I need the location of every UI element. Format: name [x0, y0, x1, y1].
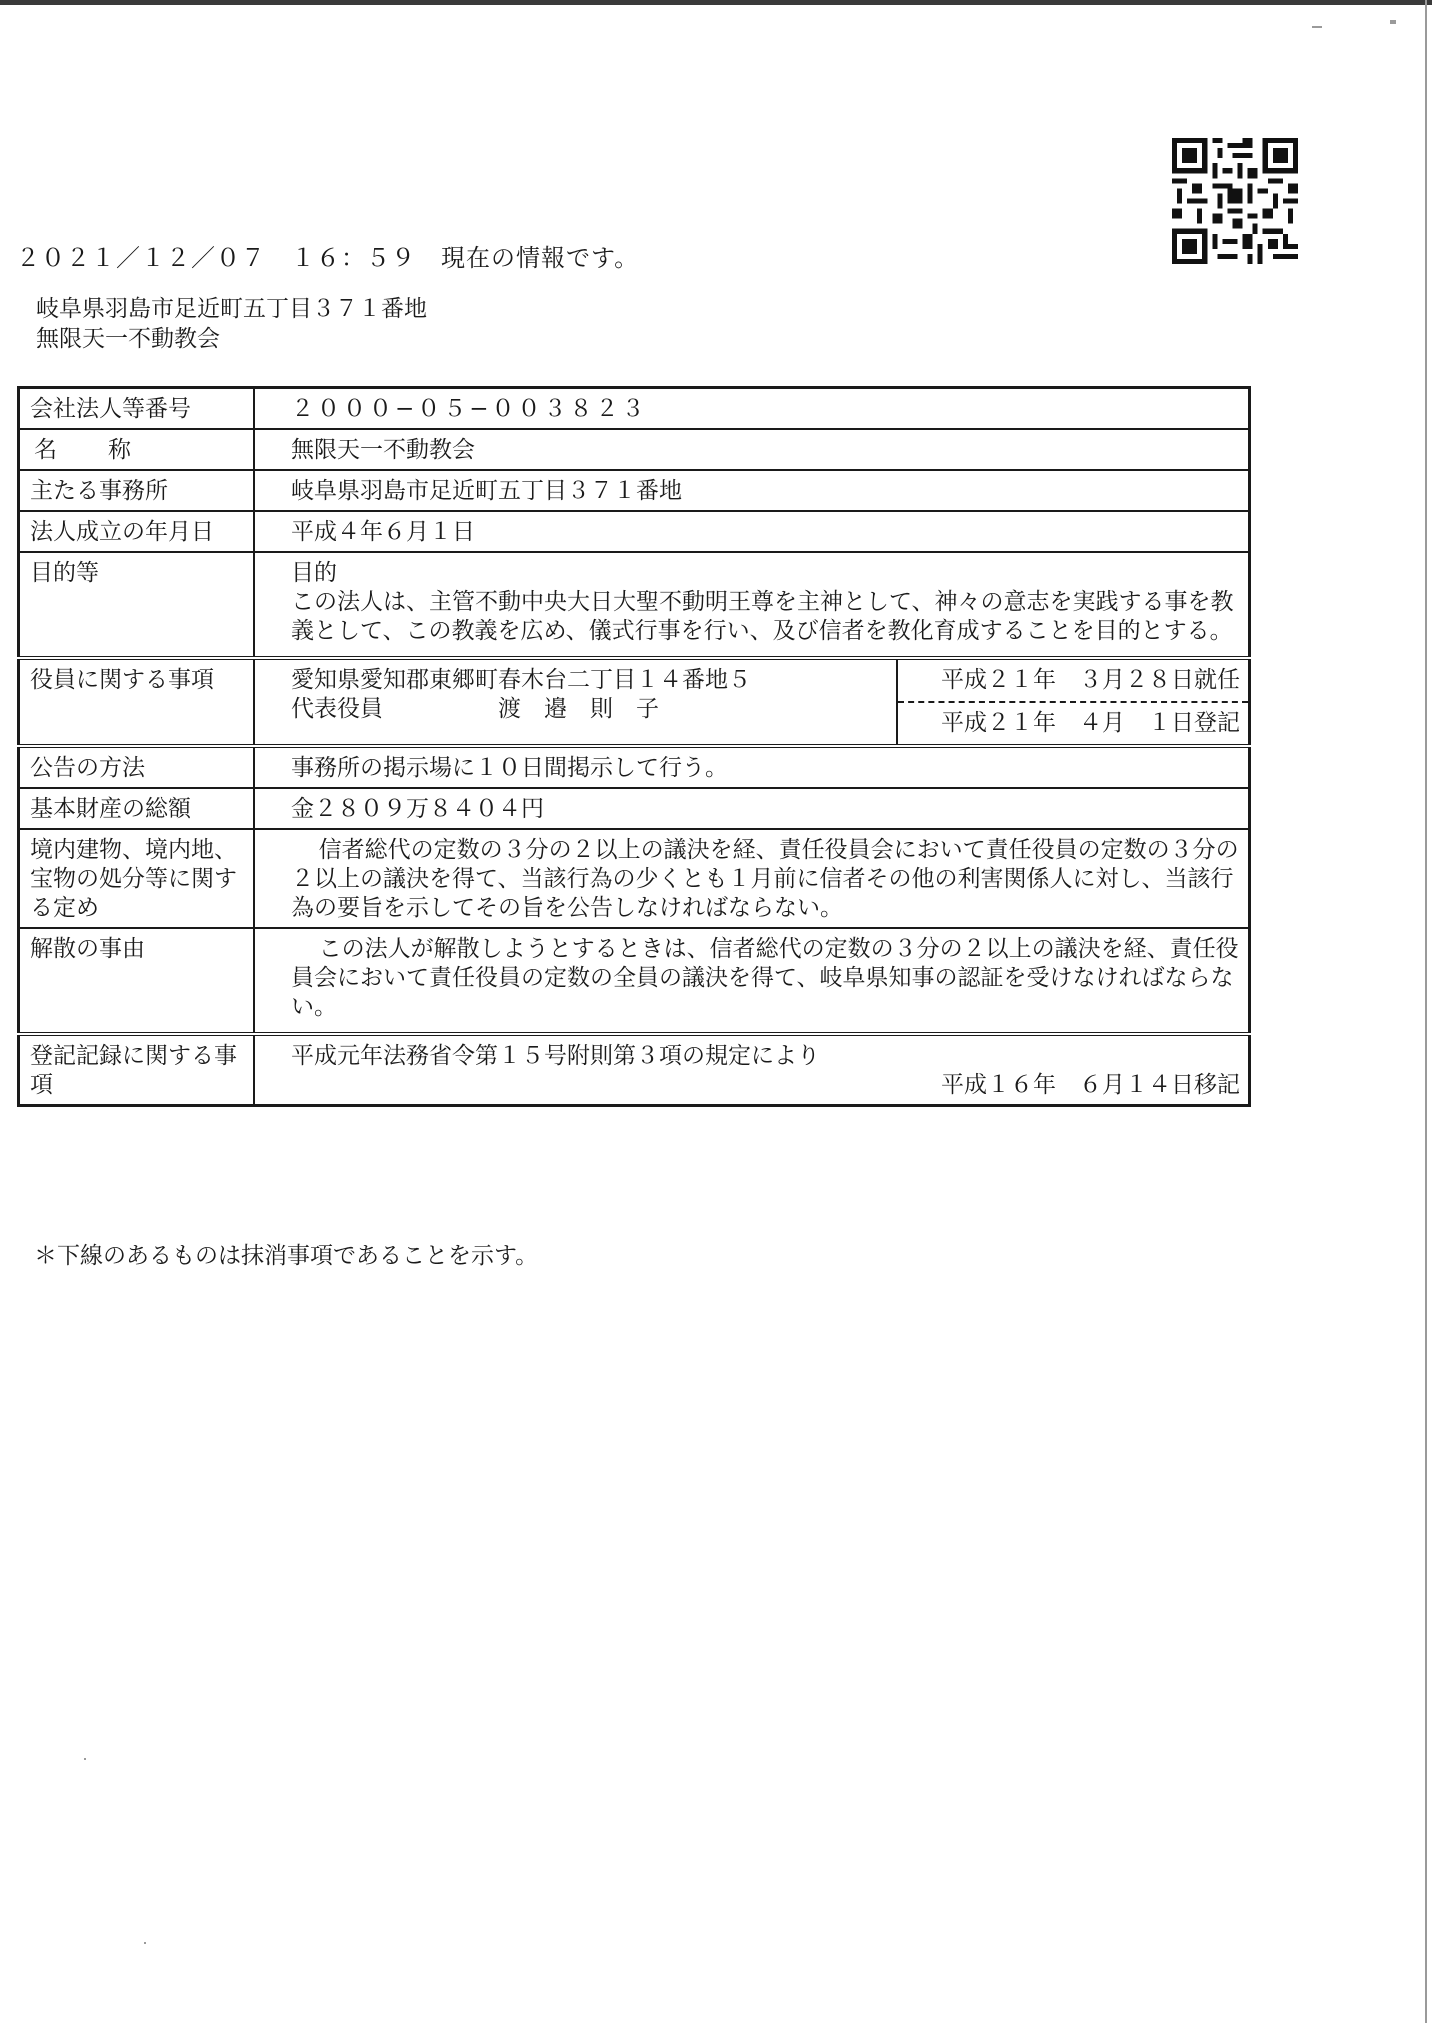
officers-label: 役員に関する事項	[19, 658, 255, 746]
established-label: 法人成立の年月日	[19, 511, 255, 552]
assets-value: 金２８０９万８４０４円	[254, 788, 1250, 829]
scan-speck	[84, 1758, 86, 1760]
row-corp-number	[19, 388, 1250, 430]
qr-code-icon	[1172, 138, 1298, 264]
officers-value	[254, 658, 1250, 746]
notice-label: 公告の方法	[19, 746, 255, 788]
row-office	[19, 470, 1250, 511]
row-purpose	[19, 552, 1250, 658]
purpose-value	[254, 552, 1250, 658]
established-value: 平成４年６月１日	[254, 511, 1250, 552]
header-block	[36, 294, 427, 354]
officer-dates	[896, 660, 1248, 744]
dissolution-value: この法人が解散しようとするときは、信者総代の定数の３分の２以上の議決を経、責任役員会において責任役員の定数の全員の議決を得て、岐阜県知事の認証を受けなければならない。	[254, 928, 1250, 1034]
officer-info	[291, 666, 751, 740]
scan-top-edge	[0, 0, 1432, 5]
records-value	[254, 1034, 1250, 1106]
records-text: 平成元年法務省令第１５号附則第３項の規定により	[291, 1043, 820, 1069]
header-name: 無限天一不動教会	[36, 326, 220, 352]
row-name	[19, 429, 1250, 470]
header-address: 岐阜県羽島市足近町五丁目３７１番地	[36, 296, 427, 322]
scan-right-edge	[1425, 0, 1427, 2023]
officer-appointed-date: 平成２１年 ３月２８日就任	[941, 667, 1240, 693]
disposal-value: 信者総代の定数の３分の２以上の議決を経、責任役員会において責任役員の定数の３分の２以上の議決を得て、当該行為の少くとも１月前に信者その他の利害関係人に対し、当該行為の要旨を示してその旨を公告しなければならない。	[254, 829, 1250, 928]
office-label: 主たる事務所	[19, 470, 255, 511]
registry-table	[17, 386, 1251, 1107]
row-records	[19, 1034, 1250, 1106]
name-value: 無限天一不動教会	[254, 429, 1250, 470]
footnote: ＊下線のあるものは抹消事項であることを示す。	[34, 1243, 539, 1269]
disposal-label: 境内建物、境内地、宝物の処分等に関する定め	[19, 829, 255, 928]
row-assets	[19, 788, 1250, 829]
row-notice	[19, 746, 1250, 788]
row-disposal	[19, 829, 1250, 928]
corp-number-label: 会社法人等番号	[19, 388, 255, 430]
row-established	[19, 511, 1250, 552]
officer-role-name: 代表役員 渡 邉 則 子	[291, 696, 659, 722]
name-label: 名 称	[19, 429, 255, 470]
officer-registered-date: 平成２１年 ４月 １日登記	[898, 701, 1248, 744]
records-date: 平成１６年 ６月１４日移記	[941, 1072, 1240, 1098]
row-dissolution	[19, 928, 1250, 1034]
purpose-heading: 目的	[291, 560, 337, 586]
scan-speck	[1390, 20, 1396, 24]
dissolution-label: 解散の事由	[19, 928, 255, 1034]
purpose-label: 目的等	[19, 552, 255, 658]
report-timestamp: ２０２１／１２／０７ １６：５９ 現在の情報です。	[16, 244, 640, 272]
scan-speck	[1312, 26, 1322, 28]
notice-value: 事務所の掲示場に１０日間掲示して行う。	[254, 746, 1250, 788]
officer-address: 愛知県愛知郡東郷町春木台二丁目１４番地５	[291, 667, 751, 693]
corp-number-value: ２０００−０５−００３８２３	[254, 388, 1250, 430]
office-value: 岐阜県羽島市足近町五丁目３７１番地	[254, 470, 1250, 511]
assets-label: 基本財産の総額	[19, 788, 255, 829]
scan-speck	[144, 1942, 146, 1944]
row-officers	[19, 658, 1250, 746]
records-label: 登記記録に関する事項	[19, 1034, 255, 1106]
purpose-text: この法人は、主管不動中央大日大聖不動明王尊を主神として、神々の意志を実践する事を教義として、この教義を広め、儀式行事を行い、及び信者を教化育成することを目的とする。	[291, 589, 1234, 644]
